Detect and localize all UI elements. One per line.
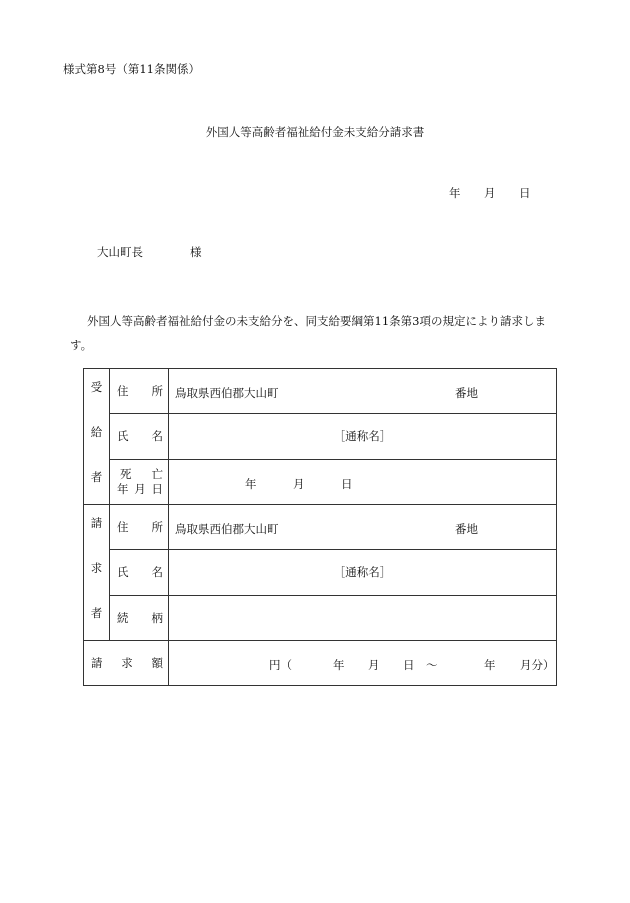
claimant-relation-field[interactable] [169, 595, 557, 640]
date-month: 月 [484, 186, 496, 200]
recipient-address-field[interactable] [169, 369, 557, 414]
recipient-name-field[interactable] [169, 414, 557, 459]
date-year: 年 [449, 186, 461, 200]
recipient-death-date-field[interactable] [169, 459, 557, 504]
death-day: 日 [341, 476, 353, 491]
amount-tilde: ～ [426, 658, 438, 672]
addressee-name: 大山町長 [97, 245, 143, 259]
document-title: 外国人等高齢者福祉給付金未支給分請求書 [205, 125, 425, 139]
claimant-address-suffix: 番地 [455, 522, 478, 536]
claimant-relation-label: 続 柄 [110, 595, 169, 640]
recipient-name-label: 氏 名 [110, 414, 169, 459]
recipient-address-suffix: 番地 [455, 386, 478, 400]
death-month: 月 [293, 476, 305, 491]
claimant-name-placeholder: ［通称名］ [333, 565, 392, 580]
claimant-name-label: 氏 名 [110, 550, 169, 595]
amount-year-to: 年 [484, 658, 496, 672]
form-number: 様式第8号（第11条関係） [63, 62, 200, 76]
addressee-suffix: 様 [190, 245, 202, 259]
amount-yen: 円（ [269, 658, 292, 672]
claimant-address-value: 鳥取県西伯郡大山町 [175, 522, 279, 536]
claimant-name-field[interactable] [169, 550, 557, 595]
amount-day-from: 日 [403, 658, 415, 672]
claimant-address-label: 住 所 [110, 505, 169, 550]
amount-month-to: 月分） [520, 658, 555, 672]
recipient-address-value: 鳥取県西伯郡大山町 [175, 386, 279, 400]
request-text-line-1: 外国人等高齢者福祉給付金の未支給分を、同支給要綱第11条第3項の規定により請求しま [87, 314, 546, 328]
claimant-address-field[interactable] [169, 505, 557, 550]
amount-label: 請 求 額 [84, 641, 169, 686]
amount-month-from: 月 [368, 658, 380, 672]
recipient-address-label: 住 所 [110, 369, 169, 414]
recipient-name-placeholder: ［通称名］ [333, 429, 392, 444]
recipient-death-date-label: 死 亡 年 月 日 [110, 459, 169, 504]
claim-table [83, 368, 557, 686]
claimant-group-label: 請 求 者 [84, 505, 110, 641]
death-year: 年 [245, 476, 257, 491]
recipient-group-label: 受 給 者 [84, 369, 110, 505]
request-text-line-2: す。 [70, 338, 93, 352]
amount-year-from: 年 [333, 658, 345, 672]
amount-field[interactable] [169, 641, 557, 686]
date-day: 日 [519, 186, 531, 200]
